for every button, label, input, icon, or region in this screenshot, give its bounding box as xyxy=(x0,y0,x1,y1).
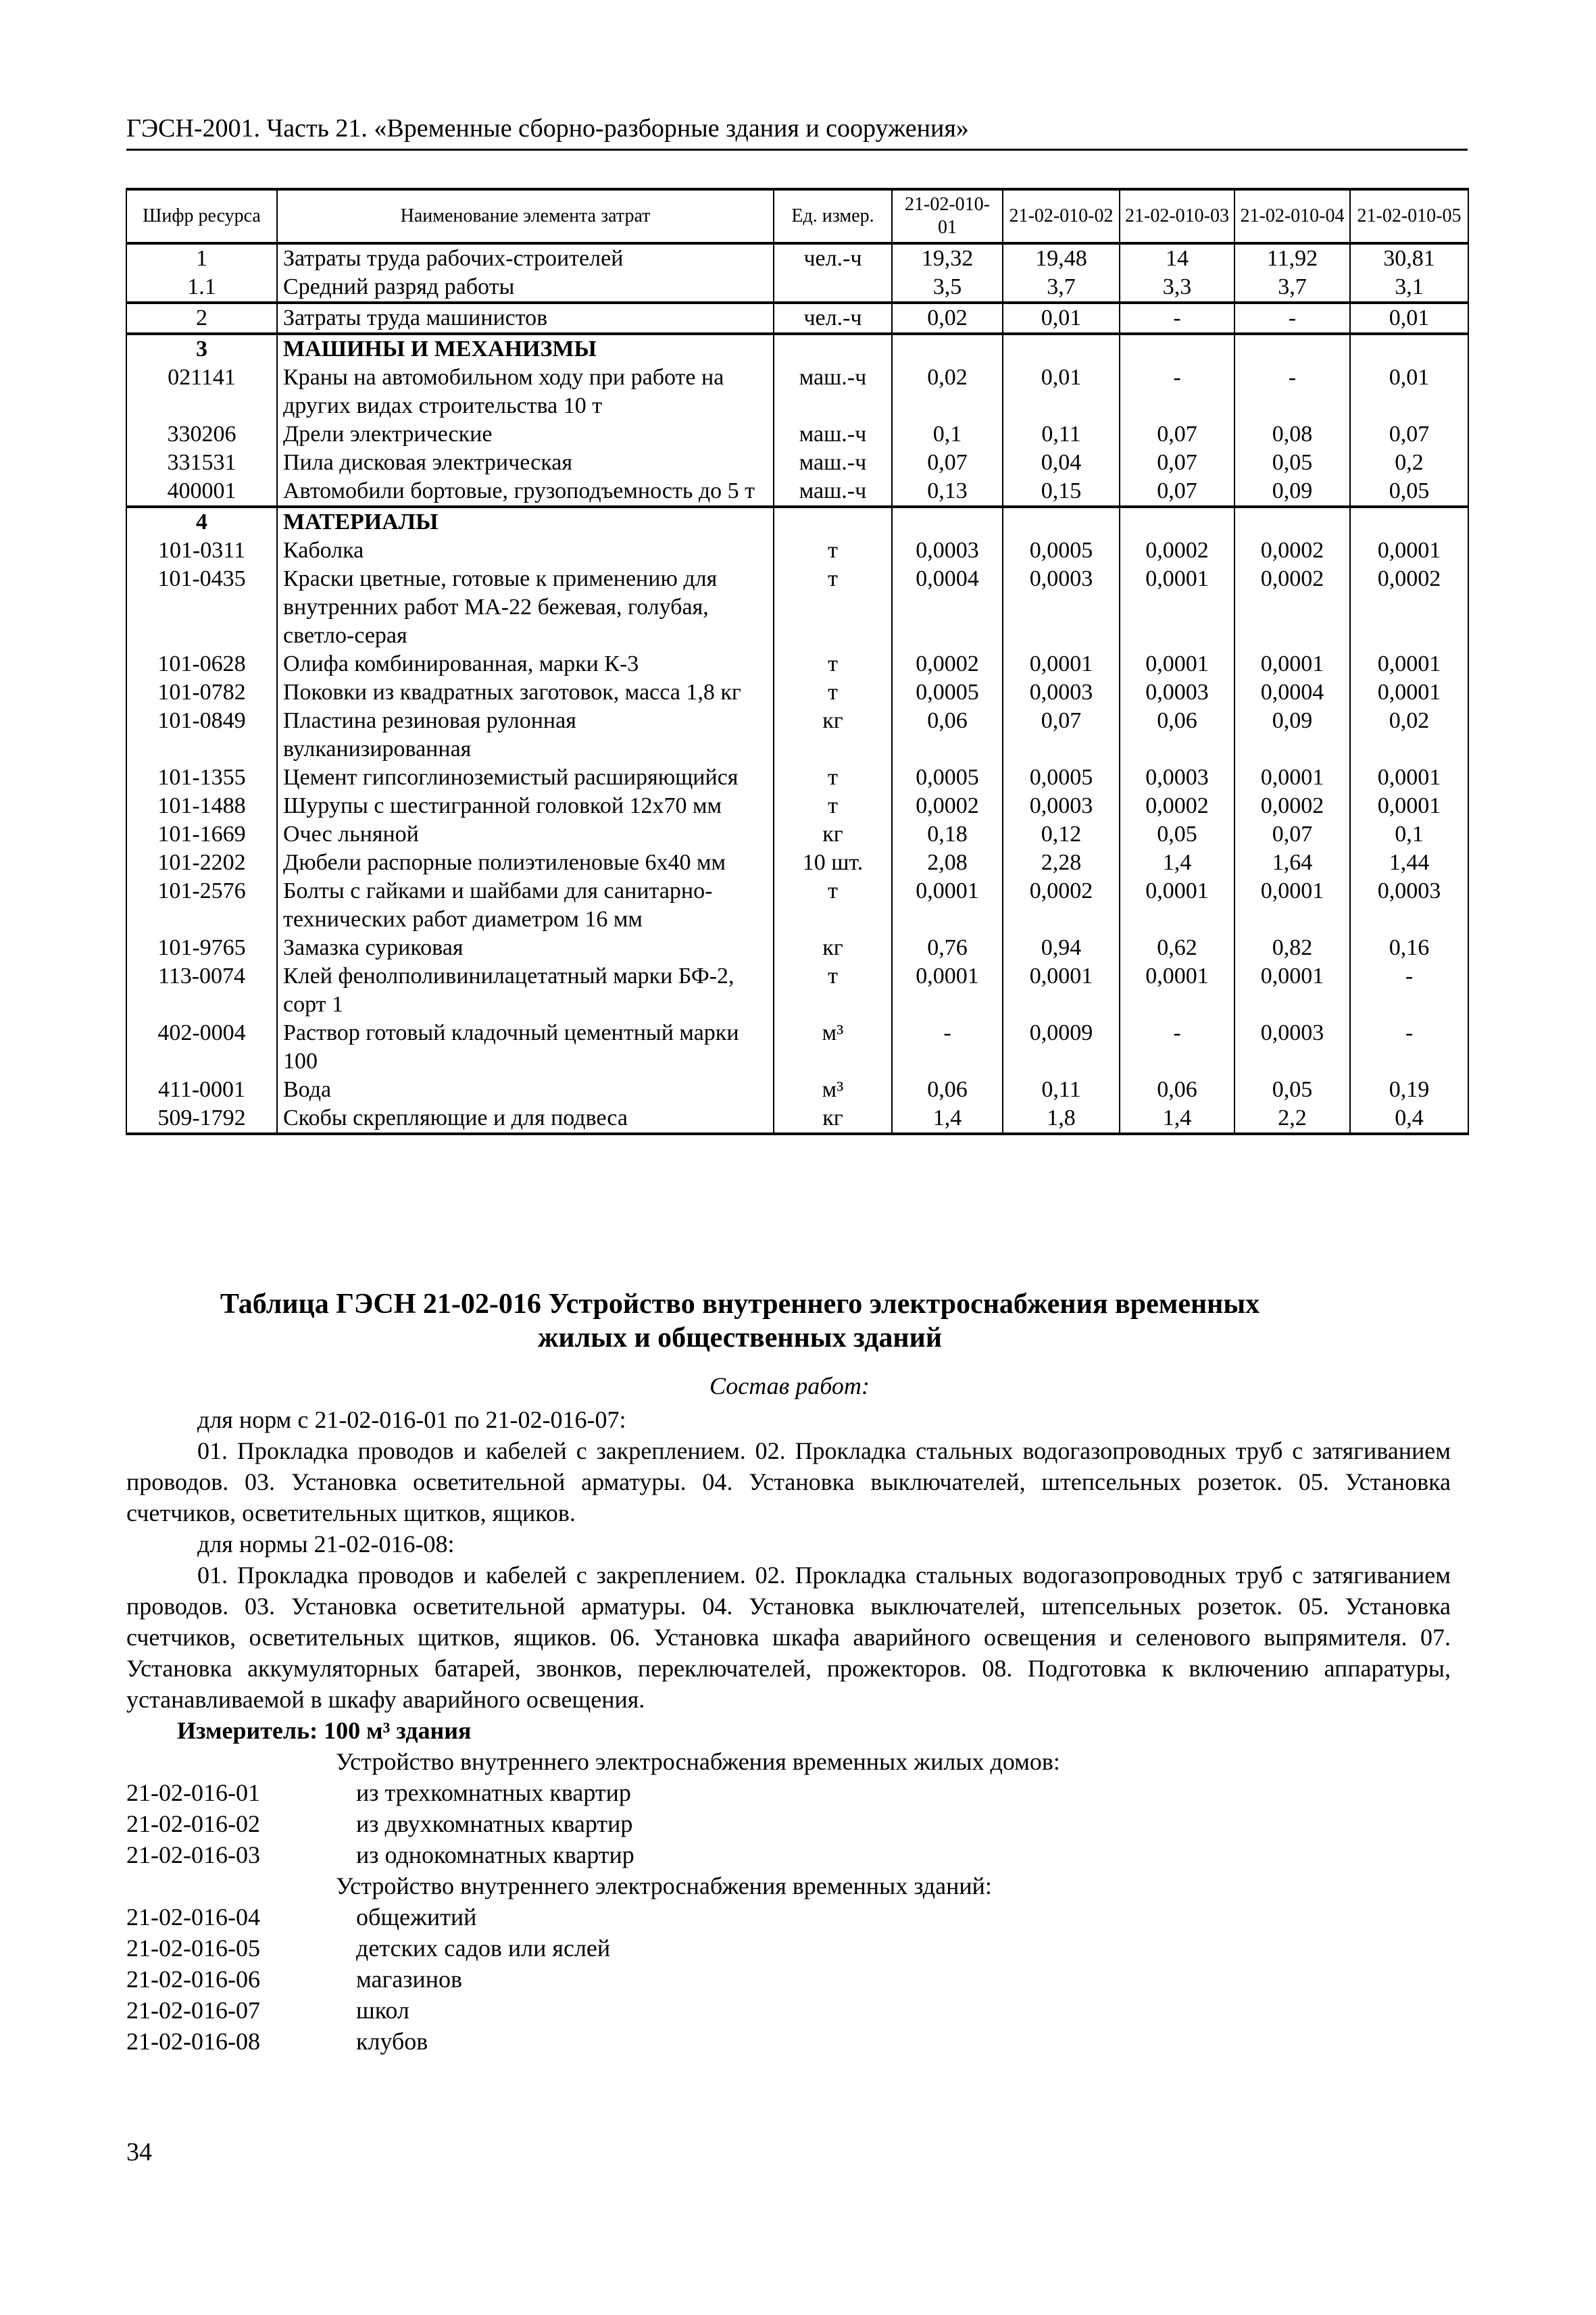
norm-label: школ xyxy=(356,1997,409,2024)
norm-value: 0,0005 xyxy=(1003,764,1120,792)
norm-code: 21-02-016-01 xyxy=(126,1779,260,1806)
norm-value xyxy=(1235,507,1350,537)
norm-value: 0,0002 xyxy=(1003,877,1120,934)
norm-value: 0,0003 xyxy=(1003,678,1120,707)
table-row xyxy=(126,364,1468,420)
resource-code: 101-0628 xyxy=(126,650,277,678)
norm-value: 0,0001 xyxy=(1235,650,1350,678)
norm-value: 0,0001 xyxy=(1120,565,1235,650)
table-row xyxy=(126,273,1468,303)
norm-value: - xyxy=(892,1019,1003,1076)
norm-value: - xyxy=(1120,303,1235,334)
table-row xyxy=(126,820,1468,849)
norm-value: 0,07 xyxy=(1120,420,1235,449)
resource-name: Шурупы с шестигранной головкой 12х70 мм xyxy=(277,792,774,820)
resource-name: МАТЕРИАЛЫ xyxy=(277,507,774,537)
table-row xyxy=(126,1076,1468,1104)
norm-value: 0,0003 xyxy=(1235,1019,1350,1076)
norm-value: 0,0001 xyxy=(1235,764,1350,792)
norm-value: 0,11 xyxy=(1003,420,1120,449)
section-title xyxy=(135,1287,1345,1355)
norm-item xyxy=(126,1839,1451,1870)
resource-name: Цемент гипсоглиноземистый расширяющийся xyxy=(277,764,774,792)
norm-value: 0,05 xyxy=(1235,449,1350,477)
norm-value: 30,81 xyxy=(1350,243,1468,273)
norm-value: 1,4 xyxy=(892,1104,1003,1134)
resource-code: 400001 xyxy=(126,477,277,507)
norm-label: из трехкомнатных квартир xyxy=(356,1779,631,1806)
resource-code: 101-1488 xyxy=(126,792,277,820)
norm-item xyxy=(126,1777,1451,1808)
resource-name: Затраты труда рабочих-строителей xyxy=(277,243,774,273)
norm-value: 0,0003 xyxy=(1003,565,1120,650)
resource-name: Дрели электрические xyxy=(277,420,774,449)
norm-value: 0,01 xyxy=(1350,303,1468,334)
norm-value: 2,28 xyxy=(1003,849,1120,877)
page-number: 34 xyxy=(126,2138,152,2166)
resource-name: Очес льняной xyxy=(277,820,774,849)
resource-name: Раствор готовый кладочный цементный марки 100 xyxy=(277,1019,774,1076)
norm-value: 3,5 xyxy=(892,273,1003,303)
resource-name: Каболка xyxy=(277,537,774,565)
norm-value: 0,0001 xyxy=(1350,537,1468,565)
norm-value: 0,0002 xyxy=(1235,792,1350,820)
norm-value: - xyxy=(1350,1019,1468,1076)
table-row xyxy=(126,792,1468,820)
resource-unit: маш.-ч xyxy=(774,477,892,507)
norm-value: 3,7 xyxy=(1003,273,1120,303)
norm-value: 14 xyxy=(1120,243,1235,273)
resource-code: 101-2202 xyxy=(126,849,277,877)
norm-code: 21-02-016-02 xyxy=(126,1810,260,1837)
resource-code: 4 xyxy=(126,507,277,537)
norm-value: 0,05 xyxy=(1235,1076,1350,1104)
norm-code: 21-02-016-07 xyxy=(126,1997,260,2024)
resource-unit: чел.-ч xyxy=(774,303,892,334)
norm-value: - xyxy=(1235,303,1350,334)
resource-code: 101-0435 xyxy=(126,565,277,650)
table-row xyxy=(126,1019,1468,1076)
resource-name: Пила дисковая электрическая xyxy=(277,449,774,477)
resource-unit: кг xyxy=(774,1104,892,1134)
norm-value: 0,0004 xyxy=(892,565,1003,650)
resource-unit: т xyxy=(774,678,892,707)
resource-code: 331531 xyxy=(126,449,277,477)
resource-code: 101-0849 xyxy=(126,707,277,764)
norm-value: 0,0002 xyxy=(1120,537,1235,565)
resource-unit xyxy=(774,273,892,303)
resource-code: 411-0001 xyxy=(126,1076,277,1104)
resource-code: 3 xyxy=(126,334,277,364)
norm-value: 0,09 xyxy=(1235,477,1350,507)
norm-value: 0,07 xyxy=(1003,707,1120,764)
table-row xyxy=(126,334,1468,364)
norm-value: 0,0003 xyxy=(1003,792,1120,820)
resource-code: 402-0004 xyxy=(126,1019,277,1076)
norm-value: - xyxy=(1120,364,1235,420)
norm-value: 0,0001 xyxy=(892,962,1003,1019)
norm-value: 0,0004 xyxy=(1235,678,1350,707)
table-row xyxy=(126,650,1468,678)
norm-group-2 xyxy=(126,1901,1451,2057)
resource-name: Олифа комбинированная, марки К-3 xyxy=(277,650,774,678)
resource-unit: т xyxy=(774,877,892,934)
norm-value: 0,16 xyxy=(1350,934,1468,962)
resource-unit: маш.-ч xyxy=(774,420,892,449)
resource-code: 021141 xyxy=(126,364,277,420)
norm-code: 21-02-016-05 xyxy=(126,1935,260,1962)
resource-table xyxy=(126,188,1469,1135)
norm-group-2-title: Устройство внутреннего электроснабжения временных зданий: xyxy=(336,1872,992,1899)
section-title-line-2: жилых и общественных зданий xyxy=(537,1322,943,1353)
norm-group-1-title: Устройство внутреннего электроснабжения временных жилых домов: xyxy=(336,1748,1060,1775)
norm-value: 0,0001 xyxy=(1003,962,1120,1019)
resource-unit: чел.-ч xyxy=(774,243,892,273)
norm-value: 0,0001 xyxy=(1120,877,1235,934)
norm-code: 21-02-016-04 xyxy=(126,1903,260,1931)
norm-value: 0,2 xyxy=(1350,449,1468,477)
table-row xyxy=(126,707,1468,764)
norm-value: 0,0005 xyxy=(892,678,1003,707)
resource-name: Пластина резиновая рулонная вулканизированная xyxy=(277,707,774,764)
resource-unit: т xyxy=(774,565,892,650)
norm-value: 19,32 xyxy=(892,243,1003,273)
norm-value xyxy=(892,334,1003,364)
norm-value: 0,82 xyxy=(1235,934,1350,962)
norm-value: 0,0002 xyxy=(1235,565,1350,650)
norm-value: 1,4 xyxy=(1120,849,1235,877)
resource-name: Вода xyxy=(277,1076,774,1104)
norm-value: 0,0003 xyxy=(1350,877,1468,934)
norm-code: 21-02-016-08 xyxy=(126,2028,260,2055)
norm-value: 0,0001 xyxy=(1120,650,1235,678)
scope-1: для норм с 21-02-016-01 по 21-02-016-07: xyxy=(197,1406,626,1433)
norm-value: 0,0001 xyxy=(1350,764,1468,792)
norm-value: 0,76 xyxy=(892,934,1003,962)
resource-code: 101-0782 xyxy=(126,678,277,707)
resource-unit: т xyxy=(774,962,892,1019)
table-row xyxy=(126,477,1468,507)
norm-value: 0,11 xyxy=(1003,1076,1120,1104)
norm-value: 0,0002 xyxy=(1350,565,1468,650)
norm-value: 0,0003 xyxy=(1120,678,1235,707)
norm-value: 0,0009 xyxy=(1003,1019,1120,1076)
norm-value: - xyxy=(1350,962,1468,1019)
resource-code: 101-0311 xyxy=(126,537,277,565)
resource-name: Краны на автомобильном ходу при работе на других видах строительства 10 т xyxy=(277,364,774,420)
table-row xyxy=(126,764,1468,792)
norm-value: 0,01 xyxy=(1003,303,1120,334)
norm-item xyxy=(126,1808,1451,1839)
table-row xyxy=(126,537,1468,565)
resource-unit xyxy=(774,334,892,364)
section-body xyxy=(126,1404,1451,2057)
table-body xyxy=(126,243,1468,1134)
norm-value xyxy=(1350,507,1468,537)
norm-value: 0,02 xyxy=(892,364,1003,420)
resource-code: 101-1669 xyxy=(126,820,277,849)
header-norm-2: 21-02-010-02 xyxy=(1003,189,1120,243)
norm-item xyxy=(126,1901,1451,1933)
norm-value: 0,0005 xyxy=(1003,537,1120,565)
norm-value: 0,0002 xyxy=(892,650,1003,678)
norm-label: клубов xyxy=(356,2028,428,2055)
norm-value: 0,06 xyxy=(1120,707,1235,764)
resource-name: Дюбели распорные полиэтиленовые 6х40 мм xyxy=(277,849,774,877)
resource-code: 1 xyxy=(126,243,277,273)
norm-value: 0,05 xyxy=(1120,820,1235,849)
header-unit: Ед. измер. xyxy=(774,189,892,243)
norm-value: 0,0001 xyxy=(1003,650,1120,678)
table-header-row xyxy=(126,189,1468,243)
norm-value: 0,62 xyxy=(1120,934,1235,962)
norm-label: из однокомнатных квартир xyxy=(356,1841,634,1868)
norm-value xyxy=(1003,334,1120,364)
norm-value: 0,09 xyxy=(1235,707,1350,764)
meter: Измеритель: 100 м³ здания xyxy=(177,1717,472,1744)
resource-name: Клей фенолполивинилацетатный марки БФ-2, сорт 1 xyxy=(277,962,774,1019)
resource-unit xyxy=(774,507,892,537)
norm-value: 0,0001 xyxy=(892,877,1003,934)
norm-value: 0,07 xyxy=(1235,820,1350,849)
norm-value: 0,0001 xyxy=(1350,650,1468,678)
norm-item xyxy=(126,1933,1451,1964)
norm-item xyxy=(126,2026,1451,2057)
resource-unit: кг xyxy=(774,820,892,849)
norm-value: 0,0002 xyxy=(1235,537,1350,565)
resource-code: 113-0074 xyxy=(126,962,277,1019)
norm-value: 0,13 xyxy=(892,477,1003,507)
norm-item xyxy=(126,1995,1451,2026)
norm-value: 2,2 xyxy=(1235,1104,1350,1134)
norm-value: 0,0001 xyxy=(1350,678,1468,707)
resource-unit: т xyxy=(774,650,892,678)
norm-value xyxy=(1003,507,1120,537)
norm-value xyxy=(1235,334,1350,364)
resource-unit: 10 шт. xyxy=(774,849,892,877)
norm-value: 0,04 xyxy=(1003,449,1120,477)
norm-value: 0,08 xyxy=(1235,420,1350,449)
norm-value: 0,0001 xyxy=(1120,962,1235,1019)
work-text-1: 01. Прокладка проводов и кабелей с закреплением. 02. Прокладка стальных водогазопроводных труб с затягиванием проводов. 03. Установка осветительной арматуры. 04. Установка выключателей, штепсельных розеток. 05. Установка счетчиков, осветительных щитков, ящиков. xyxy=(126,1437,1451,1526)
norm-value: 0,12 xyxy=(1003,820,1120,849)
resource-name: Скобы скрепляющие и для подвеса xyxy=(277,1104,774,1134)
norm-label: магазинов xyxy=(356,1966,463,1993)
norm-value: 0,06 xyxy=(892,1076,1003,1104)
norm-value: 1,4 xyxy=(1120,1104,1235,1134)
resource-code: 101-2576 xyxy=(126,877,277,934)
norm-value xyxy=(1350,334,1468,364)
norm-value xyxy=(892,507,1003,537)
resource-unit: маш.-ч xyxy=(774,364,892,420)
norm-code: 21-02-016-06 xyxy=(126,1966,260,1993)
norm-value: 0,07 xyxy=(1350,420,1468,449)
resource-name: Затраты труда машинистов xyxy=(277,303,774,334)
norm-value: 0,0002 xyxy=(1120,792,1235,820)
norm-value: 1,8 xyxy=(1003,1104,1120,1134)
norm-value: - xyxy=(1235,364,1350,420)
resource-name: Поковки из квадратных заготовок, масса 1,8 кг xyxy=(277,678,774,707)
norm-value: 0,02 xyxy=(1350,707,1468,764)
norm-group-1 xyxy=(126,1777,1451,1870)
table-row xyxy=(126,507,1468,537)
norm-label: общежитий xyxy=(356,1903,477,1931)
norm-value: 0,0003 xyxy=(892,537,1003,565)
norm-value: 0,0001 xyxy=(1350,792,1468,820)
table-row xyxy=(126,565,1468,650)
resource-name: Краски цветные, готовые к применению для внутренних работ МА-22 бежевая, голубая, светло-серая xyxy=(277,565,774,650)
norm-value: 0,06 xyxy=(892,707,1003,764)
resource-code: 2 xyxy=(126,303,277,334)
norm-value: 0,0002 xyxy=(892,792,1003,820)
table-row xyxy=(126,303,1468,334)
norm-item xyxy=(126,1964,1451,1995)
norm-value: 0,07 xyxy=(892,449,1003,477)
norm-value: 0,01 xyxy=(1003,364,1120,420)
norm-value: 0,01 xyxy=(1350,364,1468,420)
norm-value: 0,05 xyxy=(1350,477,1468,507)
norm-value: 0,19 xyxy=(1350,1076,1468,1104)
norm-value: 0,06 xyxy=(1120,1076,1235,1104)
resource-code: 101-9765 xyxy=(126,934,277,962)
norm-label: из двухкомнатных квартир xyxy=(356,1810,633,1837)
header-norm-3: 21-02-010-03 xyxy=(1120,189,1235,243)
work-composition-label: Состав работ: xyxy=(709,1372,870,1399)
table-row xyxy=(126,877,1468,934)
header-norm-1: 21-02-010-01 xyxy=(892,189,1003,243)
resource-name: Болты с гайками и шайбами для санитарно-технических работ диаметром 16 мм xyxy=(277,877,774,934)
resource-name: Замазка суриковая xyxy=(277,934,774,962)
resource-unit: т xyxy=(774,792,892,820)
running-head: ГЭСН-2001. Часть 21. «Временные сборно-разборные здания и сооружения» xyxy=(126,114,1468,151)
norm-value: 1,44 xyxy=(1350,849,1468,877)
norm-value: 0,02 xyxy=(892,303,1003,334)
norm-value: 19,48 xyxy=(1003,243,1120,273)
header-code: Шифр ресурса xyxy=(126,189,277,243)
header-name: Наименование элемента затрат xyxy=(277,189,774,243)
table-row xyxy=(126,849,1468,877)
norm-value: 0,0005 xyxy=(892,764,1003,792)
resource-unit: м³ xyxy=(774,1019,892,1076)
header-norm-4: 21-02-010-04 xyxy=(1235,189,1350,243)
norm-value: 0,15 xyxy=(1003,477,1120,507)
norm-value xyxy=(1120,507,1235,537)
resource-code: 101-1355 xyxy=(126,764,277,792)
norm-value: 3,3 xyxy=(1120,273,1235,303)
resource-unit: т xyxy=(774,764,892,792)
resource-code: 1.1 xyxy=(126,273,277,303)
norm-value: 0,07 xyxy=(1120,449,1235,477)
norm-value: 3,7 xyxy=(1235,273,1350,303)
norm-value: 11,92 xyxy=(1235,243,1350,273)
resource-unit: кг xyxy=(774,934,892,962)
norm-value: 0,18 xyxy=(892,820,1003,849)
norm-value: 0,0001 xyxy=(1235,877,1350,934)
resource-unit: маш.-ч xyxy=(774,449,892,477)
table-row xyxy=(126,420,1468,449)
resource-unit: м³ xyxy=(774,1076,892,1104)
table-row xyxy=(126,449,1468,477)
norm-value: - xyxy=(1120,1019,1235,1076)
norm-value: 3,1 xyxy=(1350,273,1468,303)
table-row xyxy=(126,678,1468,707)
resource-name: Средний разряд работы xyxy=(277,273,774,303)
table-row xyxy=(126,1104,1468,1134)
norm-value: 0,4 xyxy=(1350,1104,1468,1134)
norm-value: 1,64 xyxy=(1235,849,1350,877)
norm-value: 0,0001 xyxy=(1235,962,1350,1019)
norm-value: 0,07 xyxy=(1120,477,1235,507)
resource-code: 509-1792 xyxy=(126,1104,277,1134)
resource-code: 330206 xyxy=(126,420,277,449)
table-row xyxy=(126,934,1468,962)
norm-value: 0,0003 xyxy=(1120,764,1235,792)
scope-2: для нормы 21-02-016-08: xyxy=(197,1530,455,1558)
work-text-2: 01. Прокладка проводов и кабелей с закреплением. 02. Прокладка стальных водогазопроводных труб с затягиванием проводов. 03. Установка осветительной арматуры. 04. Установка выключателей, штепсельных розеток. 05. Установка счетчиков, осветительных щитков, ящиков. 06. Установка шкафа аварийного освещения и селенового выпрямителя. 07. Установка аккумуляторных батарей, звонков, переключателей, прожекторов. 08. Подготовка к включению аппаратуры, устанавливаемой в шкафу аварийного освещения. xyxy=(126,1562,1451,1713)
norm-label: детских садов или яслей xyxy=(356,1935,611,1962)
norm-code: 21-02-016-03 xyxy=(126,1841,260,1868)
resource-unit: т xyxy=(774,537,892,565)
norm-value xyxy=(1120,334,1235,364)
resource-name: Автомобили бортовые, грузоподъемность до 5 т xyxy=(277,477,774,507)
section-title-line-1: Таблица ГЭСН 21-02-016 Устройство внутреннего электроснабжения временных xyxy=(220,1289,1260,1320)
table-row xyxy=(126,962,1468,1019)
norm-value: 0,1 xyxy=(892,420,1003,449)
norm-value: 2,08 xyxy=(892,849,1003,877)
header-norm-5: 21-02-010-05 xyxy=(1350,189,1468,243)
norm-value: 0,1 xyxy=(1350,820,1468,849)
resource-name: МАШИНЫ И МЕХАНИЗМЫ xyxy=(277,334,774,364)
norm-value: 0,94 xyxy=(1003,934,1120,962)
table-row xyxy=(126,243,1468,273)
resource-unit: кг xyxy=(774,707,892,764)
